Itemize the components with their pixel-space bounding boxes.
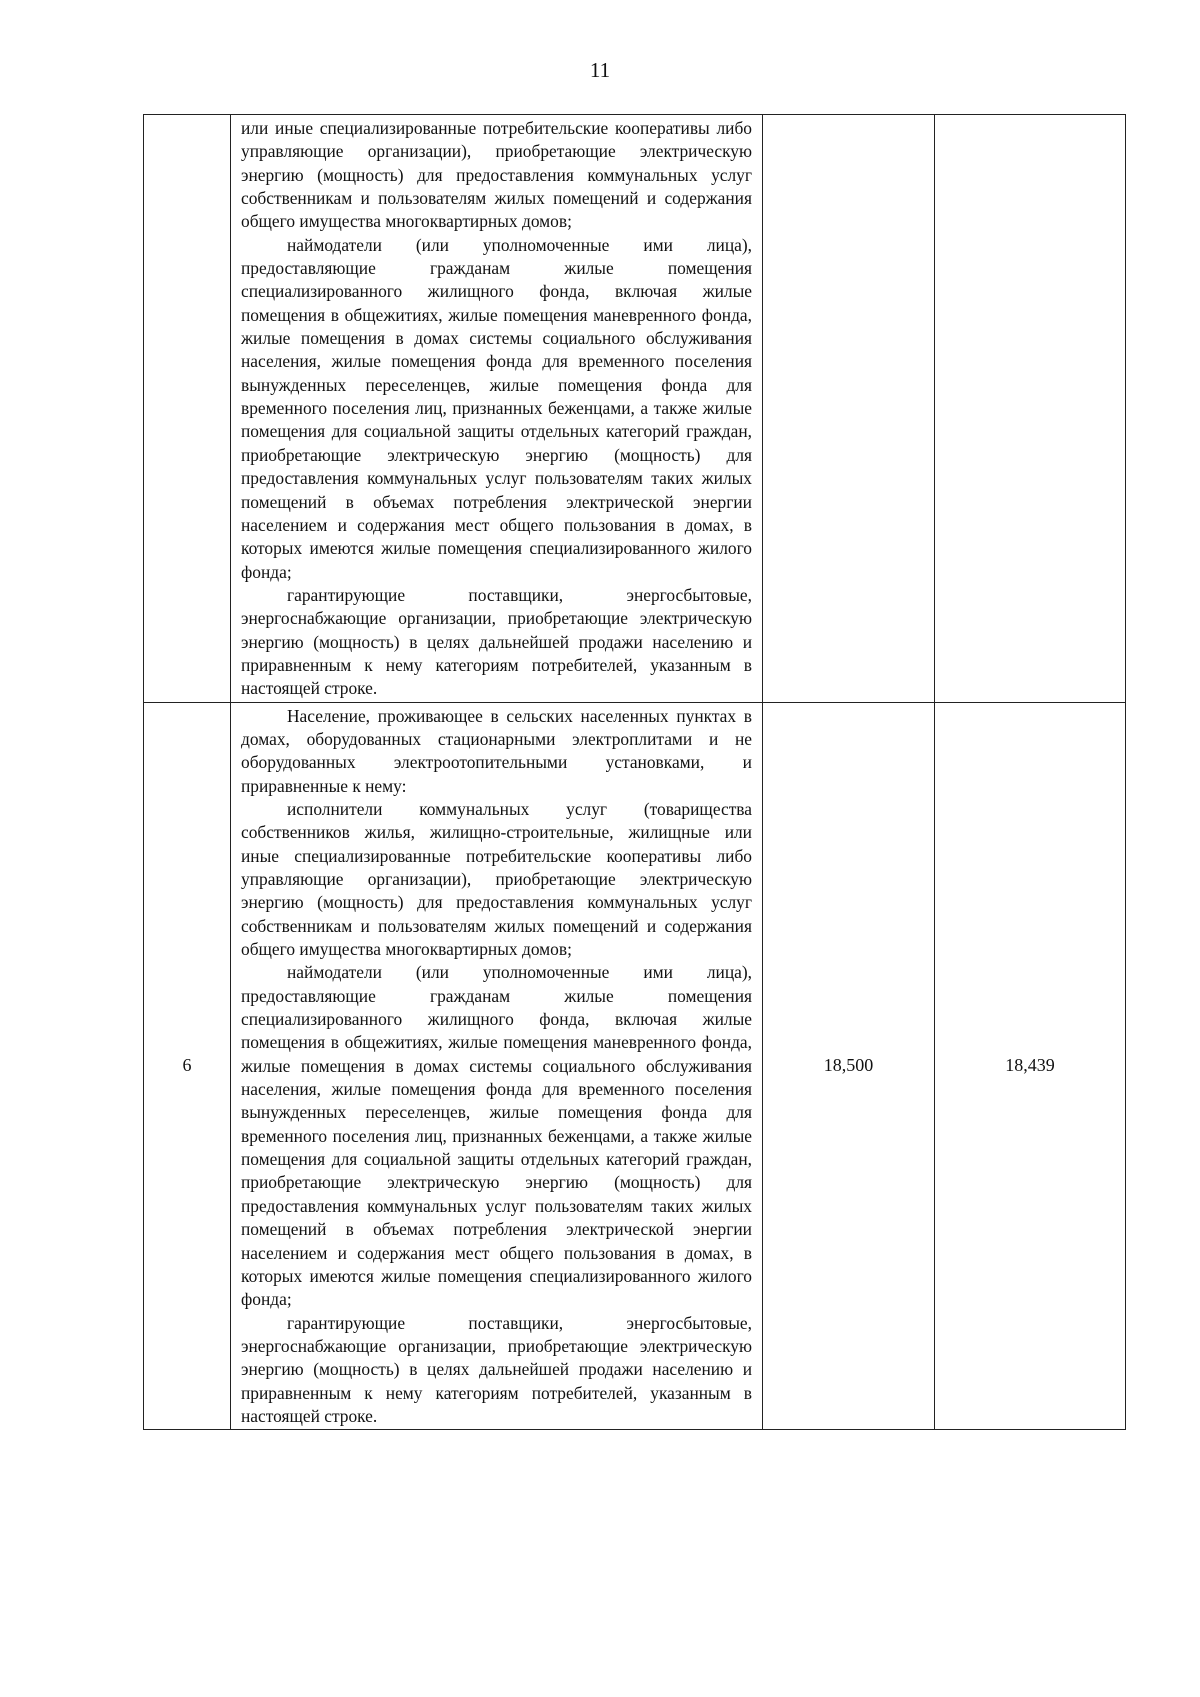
consumer-category-cell	[231, 115, 763, 703]
category-paragraph: гарантирующие поставщики, энергосбытовые, энергоснабжающие организации, приобретающие электрическую энергию (мощность) в целях дальнейшей продажи населению и приравненным к нему категориям потребителей, указанным в настоящей строке.	[241, 1312, 752, 1426]
table-row	[144, 702, 1126, 1430]
page-number: 11	[589, 58, 611, 82]
consumer-category-cell	[231, 702, 763, 1430]
category-paragraph: или иные специализированные потребительские кооперативы либо управляющие организации), приобретающие электрическую энергию (мощность) для предоставления коммунальных услуг собственникам и пользователям жилых помещений и содержания общего имущества многоквартирных домов;	[241, 118, 752, 232]
tariff-value-1-cell: 18,500	[763, 702, 935, 1430]
row-number-cell	[144, 115, 231, 703]
table-row	[144, 115, 1126, 703]
category-paragraph: наймодатели (или уполномоченные ими лица), предоставляющие гражданам жилые помещения специализированного жилищного фонда, включая жилые помещения в общежитиях, жилые помещения маневренного фонда, жилые помещения в домах системы социального обслуживания населения, жилые помещения фонда для временного поселения вынужденных переселенцев, жилые помещения фонда для временного поселения лиц, признанных беженцами, а также жилые помещения для социальной защиты отдельных категорий граждан, приобретающие электрическую энергию (мощность) для предоставления коммунальных услуг пользователям таких жилых помещений в объемах потребления электрической энергии населением и содержания мест общего пользования в домах, в которых имеются жилые помещения специализированного жилого фонда;	[241, 234, 752, 582]
category-paragraph: наймодатели (или уполномоченные ими лица), предоставляющие гражданам жилые помещения специализированного жилищного фонда, включая жилые помещения в общежитиях, жилые помещения маневренного фонда, жилые помещения в домах системы социального обслуживания населения, жилые помещения фонда для временного поселения вынужденных переселенцев, жилые помещения фонда для временного поселения лиц, признанных беженцами, а также жилые помещения для социальной защиты отдельных категорий граждан, приобретающие электрическую энергию (мощность) для предоставления коммунальных услуг пользователям таких жилых помещений в объемах потребления электрической энергии населением и содержания мест общего пользования в домах, в которых имеются жилые помещения специализированного жилого фонда;	[241, 962, 752, 1310]
category-paragraph: исполнители коммунальных услуг (товарищества собственников жилья, жилищно-строительные, жилищные или иные специализированные потребительские кооперативы либо управляющие организации), приобретающие электрическую энергию (мощность) для предоставления коммунальных услуг собственникам и пользователям жилых помещений и содержания общего имущества многоквартирных домов;	[241, 798, 752, 960]
tariff-value-2-cell: 18,439	[935, 702, 1126, 1430]
tariff-value-1-cell	[763, 115, 935, 703]
category-paragraph: гарантирующие поставщики, энергосбытовые, энергоснабжающие организации, приобретающие электрическую энергию (мощность) в целях дальнейшей продажи населению и приравненным к нему категориям потребителей, указанным в настоящей строке.	[241, 584, 752, 699]
category-paragraph: Население, проживающее в сельских населенных пунктах в домах, оборудованных стационарными электроплитами и не оборудованных электроотопительными установками, и приравненные к нему:	[241, 705, 752, 796]
row-number-cell: 6	[144, 702, 231, 1430]
tariff-table	[143, 114, 1126, 1430]
tariff-value-2-cell	[935, 115, 1126, 703]
